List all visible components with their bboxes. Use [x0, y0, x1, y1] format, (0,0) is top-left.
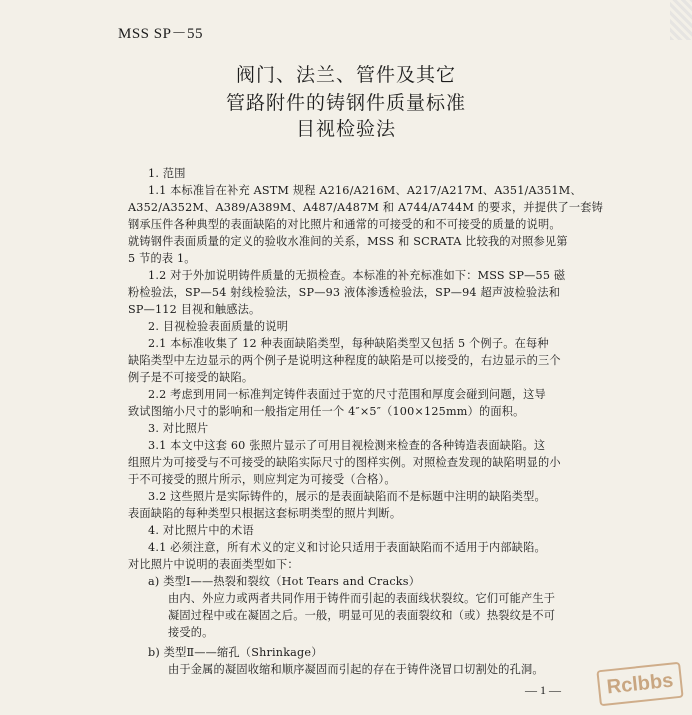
text-line: 钢承压件各种典型的表面缺陷的对比照片和通常的可接受的和不可接受的质量的说明。: [128, 218, 561, 231]
text-line: 于不可接受的照片所示，则应判定为可接受（合格）。: [128, 473, 396, 486]
text-line: 3.1 本文中这套 60 张照片显示了可用目视检测来检查的各种铸造表面缺陷。这: [148, 439, 546, 452]
text-line: 1.2 对于外加说明铸件质量的无损检查。本标准的补充标准如下：MSS SP—55 磁: [148, 269, 566, 282]
text-line: 对比照片中说明的表面类型如下：: [128, 558, 299, 571]
text-line: 粉检验法，SP—54 射线检验法，SP—93 液体渗透检验法，SP—94 超声波检验法和: [128, 286, 561, 299]
text-line: 3.2 这些照片是实际铸件的，展示的是表面缺陷而不是标题中注明的缺陷类型。: [148, 490, 546, 503]
document-header: MSS SP－55: [118, 26, 203, 42]
title-line-2: 管路附件的铸钢件质量标准: [225, 92, 466, 114]
text-line: 2. 目视检验表面质量的说明: [148, 320, 289, 333]
text-line: 2.1 本标准收集了 12 种表面缺陷类型，每种缺陷类型又包括 5 个例子。在每种: [148, 337, 549, 350]
text-line: 4. 对比照片中的术语: [148, 524, 254, 537]
text-line: 缺陷类型中左边显示的两个例子是说明这种程度的缺陷是可以接受的，右边显示的三个: [128, 354, 561, 367]
text-line: 例子是不可接受的缺陷。: [128, 371, 254, 384]
text-line: 致试图缩小尺寸的影响和一般指定用任一个 4″×5″（100×125mm）的面积。: [128, 405, 525, 418]
text-line: 3. 对比照片: [148, 422, 209, 435]
title-line-3: 目视检验法: [295, 118, 396, 140]
title-line-1: 阀门、法兰、管件及其它: [235, 64, 456, 86]
watermark-stamp: Rclbbs: [596, 662, 683, 707]
text-line: 2.2 考虑到用同一标准判定铸件表面过于宽的尺寸范围和厚度会碰到问题，这导: [148, 388, 546, 401]
text-line: b) 类型Ⅱ——缩孔（Shrinkage）: [148, 646, 323, 659]
text-line: a) 类型Ⅰ——热裂和裂纹（Hot Tears and Cracks）: [148, 575, 421, 588]
text-line: 1. 范围: [148, 167, 186, 180]
text-line: 表面缺陷的每种类型只根据这套标明类型的照片判断。: [128, 507, 402, 520]
text-line: 由于金属的凝固收缩和顺序凝固而引起的存在于铸件浇冒口切割处的孔洞。: [168, 663, 544, 676]
text-line: SP—112 目视和触感法。: [128, 303, 261, 316]
text-line: A352/A352M、A389/A389M、A487/A487M 和 A744/A744M 的要求，并提供了一套铸: [128, 201, 604, 214]
text-line: 就铸钢件表面质量的定义的验收水准间的关系，MSS 和 SCRATA 比较我的对照参见第: [128, 235, 568, 248]
text-line: 组照片为可接受与不可接受的缺陷实际尺寸的图样实例。对照检查发现的缺陷明显的小: [128, 456, 561, 469]
text-line: 接受的。: [168, 626, 214, 639]
text-line: 由内、外应力或两者共同作用于铸件而引起的表面线状裂纹。它们可能产生于: [168, 592, 556, 605]
text-line: 4.1 必须注意，所有术义的定义和讨论只适用于表面缺陷而不适用于内部缺陷。: [148, 541, 546, 554]
text-line: 凝固过程中或在凝固之后。一般，明显可见的表面裂纹和（或）热裂纹是不可: [168, 609, 556, 622]
text-line: 5 节的表 1。: [128, 252, 196, 265]
page-fold-shadow: [670, 0, 692, 40]
text-line: 1.1 本标准旨在补充 ASTM 规程 A216/A216M、A217/A217M、A351/A351M、: [148, 184, 582, 197]
page-number: — 1 —: [525, 683, 561, 697]
